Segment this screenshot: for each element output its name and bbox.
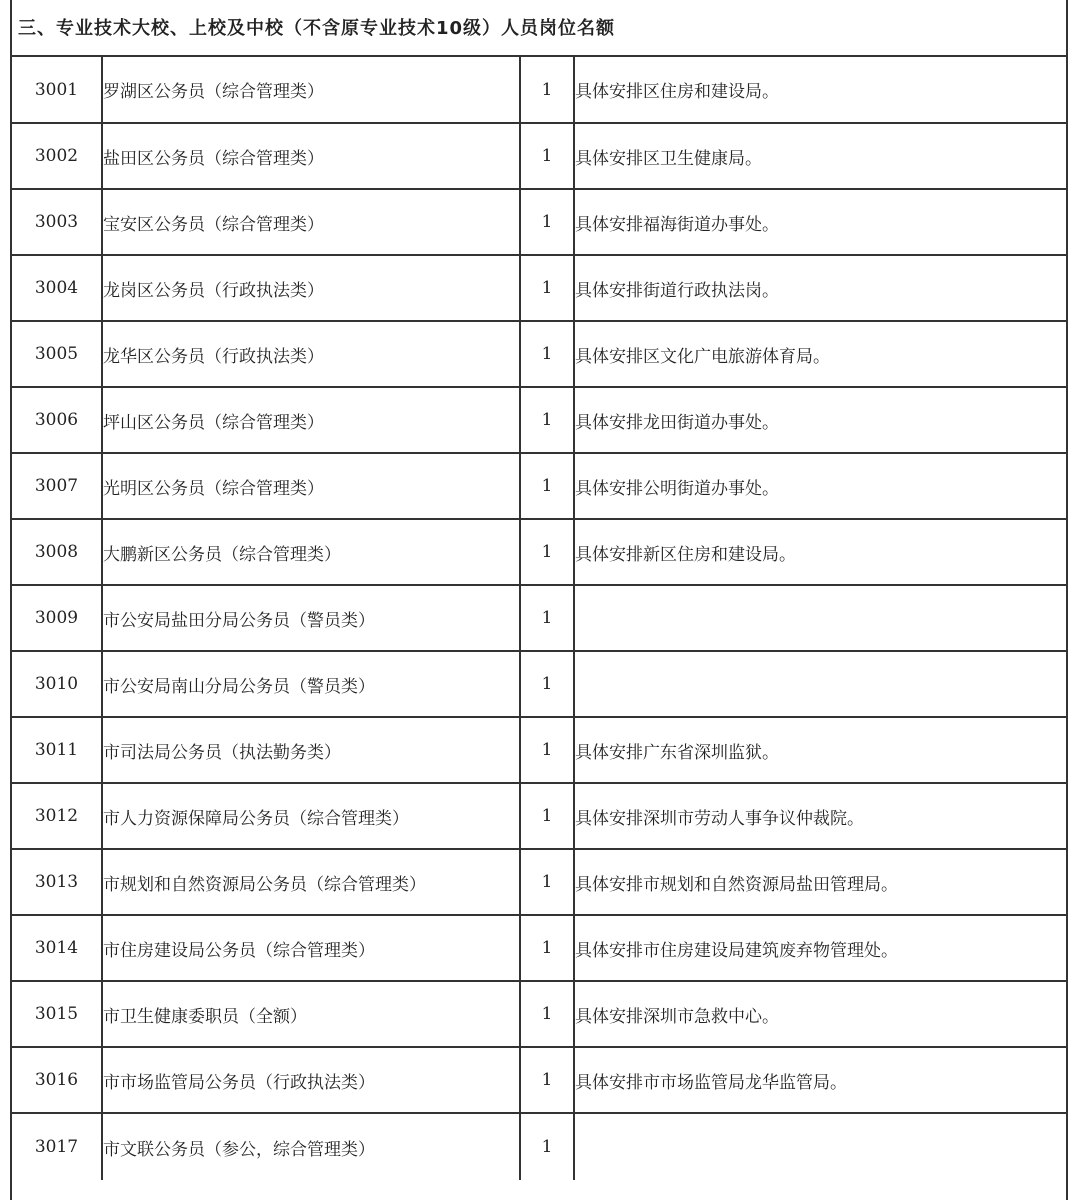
position-code-cell: 3008 <box>12 519 102 585</box>
table-row <box>12 387 1066 453</box>
position-name-cell: 光明区公务员（综合管理类） <box>102 453 520 519</box>
position-name-cell: 龙华区公务员（行政执法类） <box>102 321 520 387</box>
position-name-cell: 市人力资源保障局公务员（综合管理类） <box>102 783 520 849</box>
position-note-cell <box>574 651 1066 717</box>
section-title: 三、专业技术大校、上校及中校（不含原专业技术10级）人员岗位名额 <box>12 0 1066 57</box>
position-quota-cell: 1 <box>520 519 574 585</box>
position-code-cell: 3016 <box>12 1047 102 1113</box>
position-quota-cell: 1 <box>520 1113 574 1180</box>
position-name-cell: 市规划和自然资源局公务员（综合管理类） <box>102 849 520 915</box>
table-row <box>12 1113 1066 1180</box>
position-note-cell <box>574 585 1066 651</box>
positions-table <box>12 57 1066 1180</box>
position-note-cell: 具体安排深圳市劳动人事争议仲裁院。 <box>574 783 1066 849</box>
position-code-cell: 3010 <box>12 651 102 717</box>
position-name-cell: 市公安局盐田分局公务员（警员类） <box>102 585 520 651</box>
position-name-cell: 宝安区公务员（综合管理类） <box>102 189 520 255</box>
position-note-cell: 具体安排深圳市急救中心。 <box>574 981 1066 1047</box>
position-note-cell: 具体安排区住房和建设局。 <box>574 57 1066 123</box>
position-code-cell: 3006 <box>12 387 102 453</box>
position-name-cell: 盐田区公务员（综合管理类） <box>102 123 520 189</box>
position-note-cell: 具体安排龙田街道办事处。 <box>574 387 1066 453</box>
position-code-cell: 3015 <box>12 981 102 1047</box>
position-quota-cell: 1 <box>520 981 574 1047</box>
position-quota-cell: 1 <box>520 585 574 651</box>
table-row <box>12 783 1066 849</box>
table-row <box>12 189 1066 255</box>
position-quota-cell: 1 <box>520 651 574 717</box>
position-note-cell: 具体安排区卫生健康局。 <box>574 123 1066 189</box>
position-name-cell: 市市场监管局公务员（行政执法类） <box>102 1047 520 1113</box>
position-note-cell: 具体安排新区住房和建设局。 <box>574 519 1066 585</box>
position-code-cell: 3007 <box>12 453 102 519</box>
position-code-cell: 3017 <box>12 1113 102 1180</box>
position-name-cell: 市文联公务员（参公，综合管理类） <box>102 1113 520 1180</box>
position-code-cell: 3009 <box>12 585 102 651</box>
position-name-cell: 市卫生健康委职员（全额） <box>102 981 520 1047</box>
position-note-cell: 具体安排街道行政执法岗。 <box>574 255 1066 321</box>
table-row <box>12 57 1066 123</box>
position-note-cell: 具体安排市住房建设局建筑废弃物管理处。 <box>574 915 1066 981</box>
position-code-cell: 3004 <box>12 255 102 321</box>
position-note-cell: 具体安排区文化广电旅游体育局。 <box>574 321 1066 387</box>
position-quota-cell: 1 <box>520 387 574 453</box>
table-row <box>12 453 1066 519</box>
position-note-cell: 具体安排市规划和自然资源局盐田管理局。 <box>574 849 1066 915</box>
position-quota-cell: 1 <box>520 255 574 321</box>
position-code-cell: 3005 <box>12 321 102 387</box>
position-code-cell: 3014 <box>12 915 102 981</box>
position-code-cell: 3003 <box>12 189 102 255</box>
position-name-cell: 大鹏新区公务员（综合管理类） <box>102 519 520 585</box>
position-code-cell: 3013 <box>12 849 102 915</box>
position-quota-cell: 1 <box>520 783 574 849</box>
table-row <box>12 1047 1066 1113</box>
position-quota-cell: 1 <box>520 849 574 915</box>
position-quota-cell: 1 <box>520 453 574 519</box>
position-quota-cell: 1 <box>520 717 574 783</box>
table-row <box>12 123 1066 189</box>
position-code-cell: 3011 <box>12 717 102 783</box>
table-row <box>12 519 1066 585</box>
positions-table-body <box>12 57 1066 1180</box>
position-name-cell: 市公安局南山分局公务员（警员类） <box>102 651 520 717</box>
table-row <box>12 915 1066 981</box>
document-sheet <box>10 0 1068 1200</box>
table-row <box>12 255 1066 321</box>
position-note-cell: 具体安排市市场监管局龙华监管局。 <box>574 1047 1066 1113</box>
position-note-cell <box>574 1113 1066 1180</box>
table-row <box>12 849 1066 915</box>
position-note-cell: 具体安排广东省深圳监狱。 <box>574 717 1066 783</box>
position-name-cell: 坪山区公务员（综合管理类） <box>102 387 520 453</box>
position-name-cell: 龙岗区公务员（行政执法类） <box>102 255 520 321</box>
position-quota-cell: 1 <box>520 123 574 189</box>
table-row <box>12 717 1066 783</box>
position-quota-cell: 1 <box>520 321 574 387</box>
position-name-cell: 罗湖区公务员（综合管理类） <box>102 57 520 123</box>
position-code-cell: 3002 <box>12 123 102 189</box>
position-quota-cell: 1 <box>520 915 574 981</box>
table-row <box>12 981 1066 1047</box>
position-code-cell: 3001 <box>12 57 102 123</box>
position-note-cell: 具体安排福海街道办事处。 <box>574 189 1066 255</box>
table-row <box>12 585 1066 651</box>
position-quota-cell: 1 <box>520 189 574 255</box>
position-quota-cell: 1 <box>520 1047 574 1113</box>
table-row <box>12 321 1066 387</box>
position-code-cell: 3012 <box>12 783 102 849</box>
position-note-cell: 具体安排公明街道办事处。 <box>574 453 1066 519</box>
table-row <box>12 651 1066 717</box>
position-name-cell: 市住房建设局公务员（综合管理类） <box>102 915 520 981</box>
position-quota-cell: 1 <box>520 57 574 123</box>
position-name-cell: 市司法局公务员（执法勤务类） <box>102 717 520 783</box>
